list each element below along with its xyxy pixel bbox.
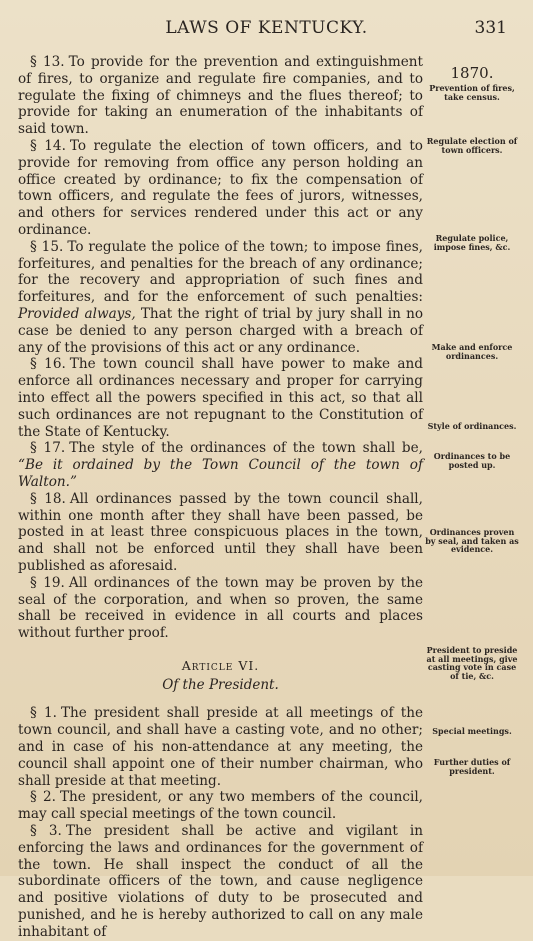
margin-note-police: Regulate police, impose fines, &c. — [433, 233, 511, 252]
page-header — [0, 14, 533, 44]
margin-note-election: Regulate election of town officers. — [426, 136, 518, 155]
section-text: The town council shall have power to make and enforce all ordinances necessary and proper for carrying into effect all the powers specified in this act, so that all such ordinances are not repugnant to the Constitution of the State of Kentucky. — [18, 356, 423, 440]
ordinance-style-quote: “Be it ordained by the Town Council of the town of Walton.” — [18, 457, 423, 490]
section-text-continued: That the right of trial by jury shall in no case be denied to any person charged with a breach of any of the provisions of this act or any ordinance. — [18, 305, 424, 356]
section-text: To regulate the police of the town; to impose fines, forfeitures, and penalties for the breach of any ordinance; for the recovery and appropriation of such fines and forfeitures, and for the enforcement of such penalties: — [18, 238, 423, 306]
section-number: § 3. — [30, 823, 62, 840]
main-text — [18, 54, 423, 941]
section-number: § 13. — [30, 54, 65, 70]
section-number: § 18. — [30, 490, 66, 507]
margin-note-style: Style of ordinances. — [427, 421, 517, 431]
section-number: § 1. — [30, 705, 57, 722]
section-17 — [18, 440, 423, 490]
year-note: 1870. — [450, 64, 494, 82]
section-15 — [18, 239, 423, 357]
section-number: § 15. — [30, 238, 64, 255]
section-14 — [18, 138, 423, 239]
section-number: § 17. — [30, 440, 66, 457]
margin-note-duties: Further duties of president. — [433, 757, 511, 776]
section-number: § 14. — [30, 137, 66, 154]
section-number: § 19. — [30, 574, 65, 591]
article-section-2 — [18, 789, 423, 823]
margin-note-special: Special meetings. — [432, 726, 512, 736]
article-section-1 — [18, 705, 423, 789]
section-text: The style of the ordinances of the town shall be, — [69, 440, 423, 457]
section-text: The president shall preside at all meetings of the town council, and shall have a casting vote, and no other; and in case of his non-attendance at any meeting, the council shall appoint one of their number chairman, who shall preside at that meeting. — [18, 705, 423, 789]
article-subtitle: Of the President. — [162, 676, 279, 693]
section-text: To regulate the election of town officers, and to provide for removing from office any person holding an office created by ordinance; to fix the compensation of town officers, and regulate the fees of jurors, witnesses, and others for services rendered under this act or any ordinance. — [18, 137, 423, 238]
section-text: The president, or any two members of the council, may call special meetings of the town council. — [18, 789, 423, 823]
running-head: LAWS OF KENTUCKY. — [165, 18, 368, 38]
margin-note-seal: Ordinances proven by seal, and taken as evidence. — [425, 527, 519, 555]
section-13 — [18, 54, 423, 138]
margin-note-ordinances: Make and enforce ordinances. — [431, 342, 513, 361]
proviso-text: Provided always, — [18, 305, 136, 322]
margin-note-president: President to preside at all meetings, give casting vote in case of tie, &c. — [426, 645, 518, 681]
section-19 — [18, 575, 423, 642]
section-number: § 2. — [30, 789, 56, 806]
section-number: § 16. — [30, 356, 66, 373]
section-text: All ordinances passed by the town council shall, within one month after they shall have been passed, be posted in at least three conspicuous places in the town, and shall not be enforced until they shall have been published as aforesaid. — [18, 490, 423, 574]
margin-note-posted: Ordinances to be posted up. — [433, 451, 511, 470]
margin-note-fires: Prevention of fires, take census. — [429, 83, 515, 102]
article-section-3 — [18, 823, 423, 941]
section-text: The president shall be active and vigilant in enforcing the laws and ordinances for the government of the town. He shall inspect the conduct of all the subordinate officers of the town, and cause negligence and positive violations of duty to be prosecuted and punished, and he is hereby authorized to call on any male inhabitant of — [18, 823, 424, 940]
article-title: Article VI. — [181, 657, 260, 673]
section-16 — [18, 356, 423, 440]
page-number: 331 — [474, 18, 507, 38]
section-text: All ordinances of the town may be proven by the seal of the corporation, and when so proven, the same shall be received in evidence in all courts and places without further proof. — [18, 574, 423, 642]
section-text: To provide for the prevention and extinguishment of fires, to organize and regulate fire companies, and to regulate the fixing of chimneys and the flues thereof; to provide for taking an enumeration of the inhabitants of said town. — [18, 54, 423, 138]
section-18 — [18, 491, 423, 575]
